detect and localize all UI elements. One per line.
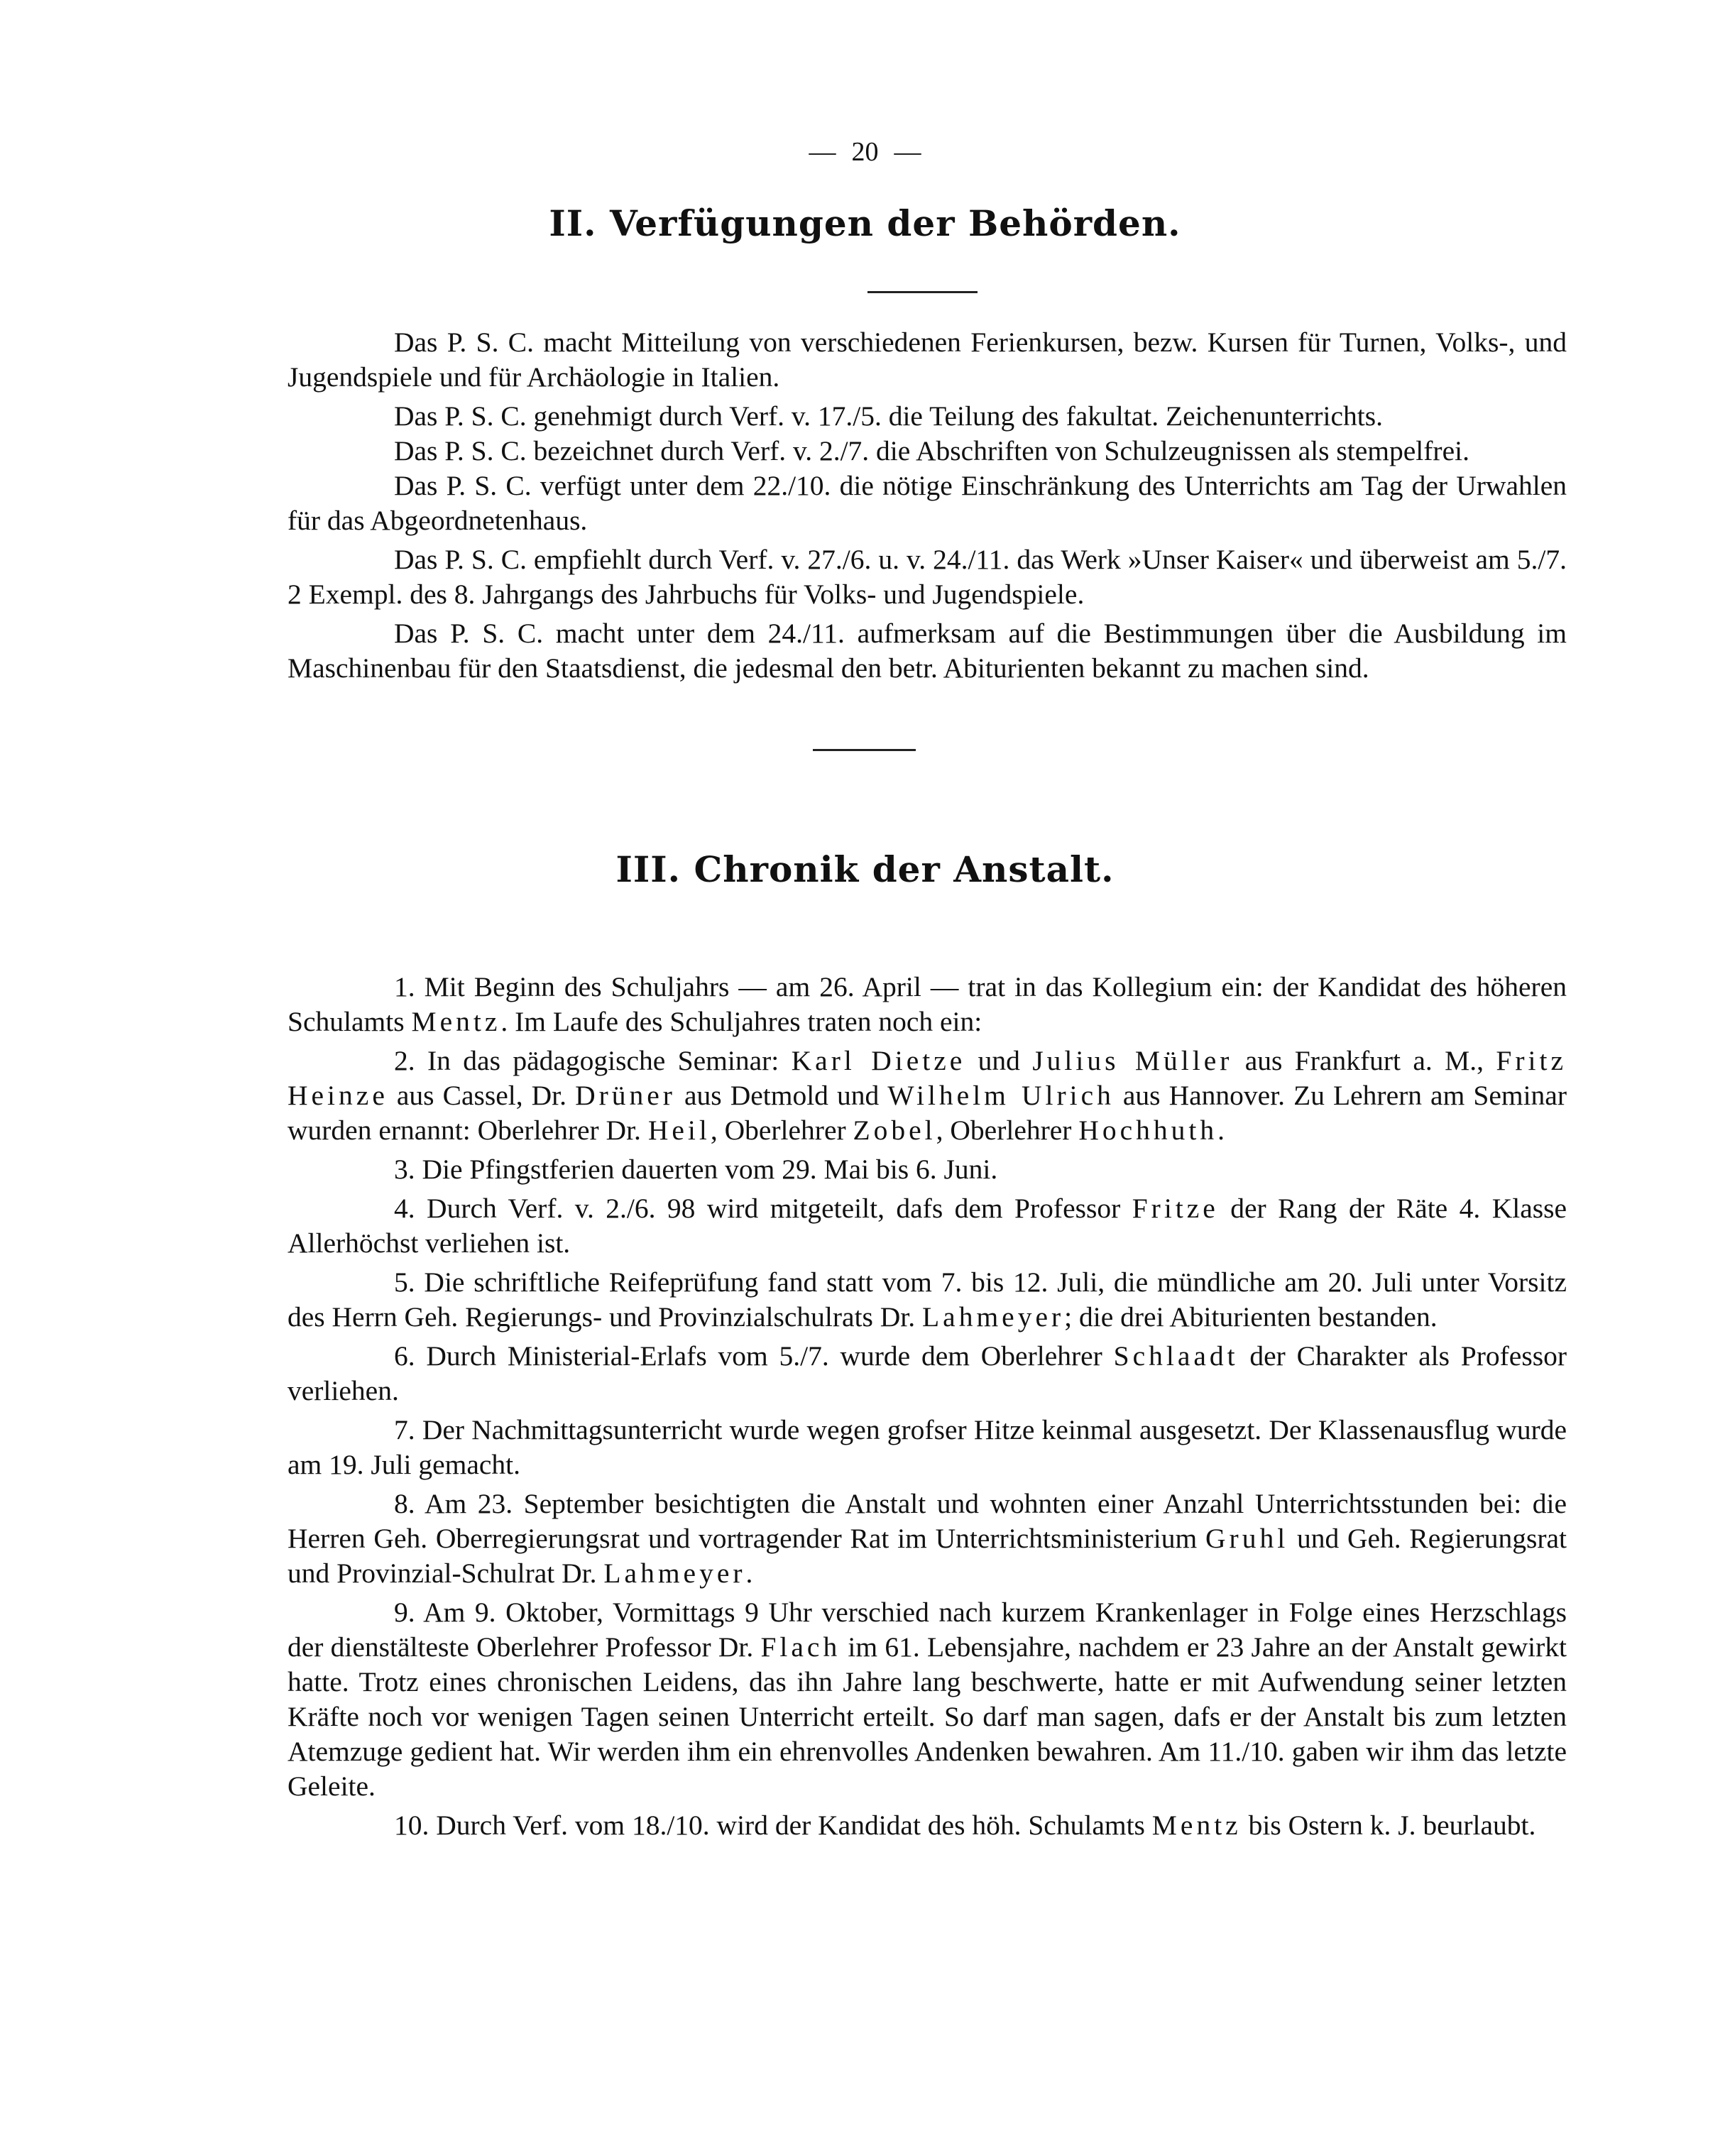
person-name: Fritz Heinze (288, 1045, 1567, 1111)
person-name: Lahmeyer (603, 1558, 746, 1589)
chronik-item: 8. Am 23. September besichtigten die Anstalt und wohnten einer Anzahl Unterrichtsstunden bei: die Herren Geh. Oberregierungsrat und vortragender Rat im Unterrichtsministerium Gruhl und Geh. Regierungsrat und Provinzial-Schulrat Dr. Lahmeyer. (288, 1488, 1567, 1589)
paragraph: Das P. S. C. bezeichnet durch Verf. v. 2./7. die Abschriften von Schulzeugnissen als stempelfrei. (394, 435, 1469, 466)
person-name: Zobel (853, 1115, 936, 1146)
person-name: Fritze (1132, 1193, 1219, 1224)
paragraph: Das P. S. C. macht unter dem 24./11. aufmerksam auf die Bestimmungen über die Ausbildung im Maschinenbau für den Staatsdienst, die jedesmal den betr. Abiturienten bekannt zu machen sind. (288, 618, 1567, 684)
person-name: Schlaadt (1113, 1340, 1239, 1372)
paragraph: Das P. S. C. verfügt unter dem 22./10. die nötige Einschränkung des Unterrichts am Tag der Urwahlen für das Abgeordnetenhaus. (288, 470, 1567, 536)
paragraph: Das P. S. C. genehmigt durch Verf. v. 17./5. die Teilung des fakultat. Zeichenunterrichts. (394, 400, 1383, 432)
chronik-item: 10. Durch Verf. vom 18./10. wird der Kandidat des höh. Schulamts Mentz bis Ostern k. J. beurlaubt. (394, 1810, 1536, 1841)
section-divider-rule (813, 749, 916, 751)
page-number-dash-left: — (809, 137, 836, 167)
chronik-item: 7. Der Nachmittagsunterricht wurde wegen grofser Hitze keinmal ausgesetzt. Der Klassenausflug wurde am 19. Juli gemacht. (288, 1414, 1567, 1480)
chronik-item: 5. Die schriftliche Reifeprüfung fand statt vom 7. bis 12. Juli, die mündliche am 20. Juli unter Vorsitz des Herrn Geh. Regierungs- und Provinzialschulrats Dr. Lahmeyer; die drei Abiturienten bestanden. (288, 1266, 1567, 1333)
person-name: Heil (647, 1115, 711, 1146)
chronik-item: 3. Die Pfingstferien dauerten vom 29. Mai bis 6. Juni. (394, 1154, 998, 1185)
person-name: Wilhelm Ulrich (887, 1080, 1115, 1111)
chronik-item: 4. Durch Verf. v. 2./6. 98 wird mitgeteilt, dafs dem Professor Fritze der Rang der Räte 4. Klasse Allerhöchst verliehen ist. (288, 1193, 1567, 1259)
section-behoerden-body (288, 325, 1567, 686)
page-number-value: 20 (851, 137, 879, 167)
chronik-item: 9. Am 9. Oktober, Vormittags 9 Uhr verschied nach kurzem Krankenlager in Folge eines Herzschlags der dienstälteste Oberlehrer Professor Dr. Flach im 61. Lebensjahre, nachdem er 23 Jahre an der Anstalt gewirkt hatte. Trotz eines chronischen Leidens, das ihn Jahre lang beschwerte, hatte er mit Aufwendung seiner letzten Kräfte noch vor wenigen Tagen seinen Unterricht erteilt. So darf man sagen, dafs er der Anstalt bis zum letzten Atemzuge gedient hat. Wir werden ihm ein ehrenvolles Andenken bewahren. Am 11./10. gaben wir ihm das letzte Geleite. (288, 1597, 1567, 1802)
person-name: Flach (760, 1631, 841, 1663)
person-name: Lahmeyer (922, 1301, 1065, 1333)
chronik-item: 2. In das pädagogische Seminar: Karl Dietze und Julius Müller aus Frankfurt a. M., Fritz Heinze aus Cassel, Dr. Drüner aus Detmold und Wilhelm Ulrich aus Hannover. Zu Lehrern am Seminar wurden ernannt: Oberlehrer Dr. Heil, Oberlehrer Zobel, Oberlehrer Hochhuth. (288, 1045, 1567, 1146)
chronik-item: 1. Mit Beginn des Schuljahrs — am 26. April — trat in das Kollegium ein: der Kandidat des höheren Schulamts Mentz. Im Laufe des Schuljahres traten noch ein: (288, 971, 1567, 1037)
person-name: Karl Dietze (791, 1045, 966, 1076)
person-name: Julius Müller (1032, 1045, 1233, 1076)
person-name: Mentz (1151, 1810, 1242, 1841)
paragraph: Das P. S. C. empfiehlt durch Verf. v. 27./6. u. v. 24./11. das Werk »Unser Kaiser« und überweist am 5./7. 2 Exempl. des 8. Jahrgangs des Jahrbuchs für Volks- und Jugendspiele. (288, 544, 1567, 610)
section-title-behoerden: II. Verfügungen der Behörden. (549, 202, 1181, 244)
chronik-item: 6. Durch Ministerial-Erlafs vom 5./7. wurde dem Oberlehrer Schlaadt der Charakter als Professor verliehen. (288, 1340, 1567, 1406)
person-name: Mentz (411, 1006, 501, 1037)
page-number (0, 136, 1730, 168)
section-title-chronik: III. Chronik der Anstalt. (615, 848, 1115, 890)
person-name: Drüner (575, 1080, 676, 1111)
section-divider-rule (867, 291, 978, 293)
person-name: Hochhuth (1078, 1115, 1218, 1146)
paragraph: Das P. S. C. macht Mitteilung von verschiedenen Ferienkursen, bezw. Kursen für Turnen, Volks-, und Jugendspiele und für Archäologie in Italien. (288, 327, 1567, 393)
page-number-dash-right: — (894, 137, 921, 167)
person-name: Gruhl (1205, 1523, 1289, 1554)
section-chronik-body (288, 970, 1567, 1843)
